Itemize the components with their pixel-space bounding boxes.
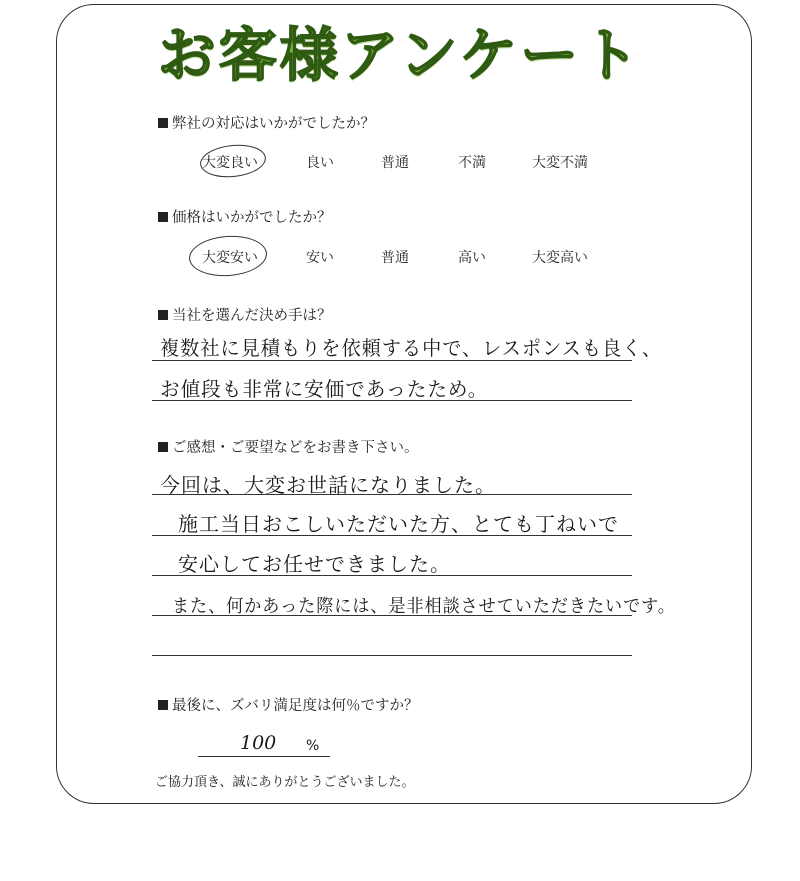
satisfaction-value: 100 [240, 732, 277, 754]
square-bullet-icon [158, 700, 168, 710]
q2-option-4[interactable]: 高い [458, 250, 486, 266]
answer-rule [152, 400, 632, 401]
q1-option-1[interactable]: 大変良い [202, 155, 258, 171]
answer-rule [152, 535, 632, 536]
q4-answer-line-4: また、何かあった際には、是非相談させていただきたいです。 [172, 596, 676, 617]
answer-rule [152, 615, 632, 616]
thank-you-footer: ご協力頂き、誠にありがとうございました。 [155, 775, 415, 790]
q4-answer-line-3: 安心してお任せできました。 [178, 552, 451, 576]
q1-option-3[interactable]: 普通 [381, 155, 409, 171]
question-5-label: 最後に、ズバリ満足度は何％ですか？ [158, 694, 419, 715]
square-bullet-icon [158, 310, 168, 320]
q2-option-3[interactable]: 普通 [381, 250, 409, 266]
q3-answer-line-2: お値段も非常に安価であったため。 [160, 377, 489, 401]
q4-answer-line-1: 今回は、大変お世話になりました。 [160, 473, 496, 497]
q3-answer-line-1: 複数社に見積もりを依頼する中で、レスポンスも良く、 [160, 336, 663, 360]
q4-answer-line-2: 施工当日おこしいただいた方、とても丁ねいで [178, 512, 619, 536]
question-3-label: 当社を選んだ決め手は？ [158, 304, 332, 325]
survey-title: お客様アンケート [157, 21, 643, 89]
answer-rule [152, 655, 632, 656]
percent-unit: % [306, 738, 320, 754]
q1-option-2[interactable]: 良い [306, 155, 334, 171]
answer-rule [152, 575, 632, 576]
question-2-label: 価格はいかがでしたか？ [158, 206, 332, 227]
question-1-label: 弊社の対応はいかがでしたか？ [158, 112, 375, 133]
square-bullet-icon [158, 442, 168, 452]
q1-option-4[interactable]: 不満 [458, 155, 486, 171]
q2-option-2[interactable]: 安い [306, 250, 334, 266]
square-bullet-icon [158, 212, 168, 222]
q1-option-5[interactable]: 大変不満 [532, 155, 588, 171]
q2-option-5[interactable]: 大変高い [532, 250, 588, 266]
answer-rule [152, 494, 632, 495]
square-bullet-icon [158, 118, 168, 128]
satisfaction-rule [198, 756, 330, 757]
q2-option-1[interactable]: 大変安い [202, 250, 258, 266]
answer-rule [152, 360, 632, 361]
question-4-label: ご感想・ご要望などをお書き下さい。 [158, 436, 419, 457]
